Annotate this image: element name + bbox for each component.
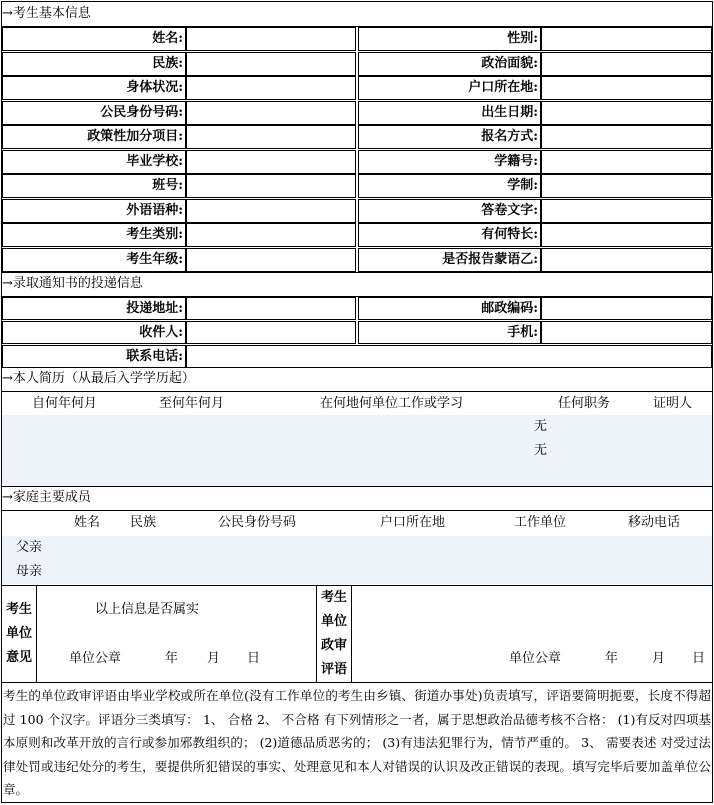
mobile-label: 手机: — [358, 321, 541, 344]
basic-right-label: 是否报告蒙语乙: — [358, 248, 541, 272]
resume-col-from: 自何年何月 — [32, 396, 98, 411]
postcode-label: 邮政编码: — [358, 297, 541, 320]
basic-left-label: 考生类别: — [2, 223, 186, 247]
basic-left-input[interactable] — [186, 223, 356, 247]
basic-right-label: 报名方式: — [358, 125, 541, 149]
basic-right-input[interactable] — [541, 27, 712, 51]
instructions-text: 考生的单位政审评语由毕业学校或所在单位(没有工作单位的考生由乡镇、街道办事处)负责填写，评语要简明扼要，长度不得超过 100 个汉字。评语分三类填写： 1、 合格 2、 不合格 有下列情形之一者，属于思想政治品德考核不合格： (1)有反对四项基本原则和改革开放的言行或参加邪教组织的； (2)道德品质恶劣的； (3)有违法犯罪行为，情节严重的。 3、 需要表述 对受过法律处罚或违纪处分的考生，要提供所犯错误的事实、处理意见和本人对错误的认识及改正错误的表现。填写完毕后要加盖单位公章。 — [3, 688, 711, 797]
family-header — [2, 511, 712, 536]
resume-col-position: 任何职务 — [558, 396, 611, 411]
right-month: 月 — [652, 651, 666, 666]
political-review-area[interactable] — [352, 586, 712, 682]
basic-left-input[interactable] — [186, 125, 356, 149]
basic-left-input[interactable] — [186, 27, 356, 51]
right-seal-label: 单位公章 — [509, 651, 562, 666]
resume-body[interactable] — [2, 415, 712, 486]
basic-left-input[interactable] — [186, 174, 356, 198]
unit-opinion-title-line: 意见 — [5, 650, 32, 665]
left-month: 月 — [207, 651, 221, 666]
mobile-input[interactable] — [541, 321, 712, 344]
right-year: 年 — [605, 651, 619, 666]
resume-row-position: 无 — [534, 443, 548, 458]
address-label: 投递地址: — [2, 297, 186, 320]
basic-left-input[interactable] — [186, 52, 356, 76]
basic-left-label: 政策性加分项目: — [2, 125, 186, 149]
basic-right-label: 有何特长: — [358, 223, 541, 247]
receiver-input[interactable] — [186, 321, 356, 344]
basic-right-label: 学制: — [358, 174, 541, 198]
resume-col-witness: 证明人 — [653, 396, 693, 411]
phone-input[interactable] — [186, 345, 712, 368]
basic-left-label: 外语语种: — [2, 199, 186, 223]
basic-right-input[interactable] — [541, 125, 712, 149]
left-day: 日 — [247, 651, 261, 666]
basic-left-label: 身体状况: — [2, 76, 186, 100]
basic-right-input[interactable] — [541, 174, 712, 198]
basic-left-label: 班号: — [2, 174, 186, 198]
resume-header — [2, 392, 712, 415]
family-col-name: 姓名 — [74, 515, 101, 530]
basic-left-input[interactable] — [186, 248, 356, 272]
family-body[interactable] — [2, 536, 712, 584]
divider — [2, 682, 712, 683]
unit-opinion-area[interactable] — [37, 586, 316, 682]
family-col-work: 工作单位 — [514, 515, 567, 530]
basic-left-input[interactable] — [186, 150, 356, 174]
political-review-title — [316, 586, 352, 682]
receiver-label: 收件人: — [2, 321, 186, 344]
family-col-ethnic: 民族 — [130, 515, 157, 530]
resume-row-position: 无 — [534, 419, 548, 434]
right-day: 日 — [692, 651, 706, 666]
basic-left-input[interactable] — [186, 101, 356, 125]
family-col-mobile: 移动电话 — [628, 515, 681, 530]
section-mail-title: →录取通知书的投递信息 — [2, 276, 143, 291]
basic-right-input[interactable] — [541, 52, 712, 76]
section-basic-title: →考生基本信息 — [2, 6, 91, 21]
basic-left-input[interactable] — [186, 199, 356, 223]
basic-right-input[interactable] — [541, 248, 712, 272]
basic-left-label: 考生年级: — [2, 248, 186, 272]
opinion-question: 以上信息是否属实 — [95, 602, 200, 617]
basic-left-label: 民族: — [2, 52, 186, 76]
basic-right-input[interactable] — [541, 223, 712, 247]
left-year: 年 — [165, 651, 179, 666]
basic-right-label: 户口所在地: — [358, 76, 541, 100]
unit-opinion-title-line: 考生 — [5, 602, 32, 617]
left-seal-label: 单位公章 — [69, 651, 122, 666]
basic-right-label: 答卷文字: — [358, 199, 541, 223]
phone-label: 联系电话: — [2, 345, 186, 368]
resume-col-place: 在何地何单位工作或学习 — [320, 396, 464, 411]
postcode-input[interactable] — [541, 297, 712, 320]
family-col-id: 公民身份号码 — [218, 515, 297, 530]
unit-opinion-title — [2, 586, 37, 682]
section-family-title: →家庭主要成员 — [2, 490, 91, 505]
basic-right-input[interactable] — [541, 199, 712, 223]
political-review-title-line: 考生 — [320, 590, 347, 605]
basic-right-input[interactable] — [541, 150, 712, 174]
section-resume-title: →本人简历（从最后入学学历起） — [2, 371, 195, 386]
basic-right-label: 性别: — [358, 27, 541, 51]
family-row-father: 父亲 — [16, 540, 43, 555]
basic-left-label: 毕业学校: — [2, 150, 186, 174]
unit-opinion-title-line: 单位 — [5, 626, 32, 641]
basic-right-input[interactable] — [541, 76, 712, 100]
political-review-title-line: 政审 — [320, 638, 347, 653]
basic-right-label: 出生日期: — [358, 101, 541, 125]
basic-right-input[interactable] — [541, 101, 712, 125]
basic-left-label: 姓名: — [2, 27, 186, 51]
basic-right-label: 政治面貌: — [358, 52, 541, 76]
family-col-hukou: 户口所在地 — [380, 515, 446, 530]
basic-left-input[interactable] — [186, 76, 356, 100]
address-input[interactable] — [186, 297, 356, 320]
basic-left-label: 公民身份号码: — [2, 101, 186, 125]
resume-col-to: 至何年何月 — [159, 396, 225, 411]
political-review-title-line: 评语 — [320, 662, 347, 677]
political-review-title-line: 单位 — [320, 614, 347, 629]
family-row-mother: 母亲 — [16, 564, 43, 579]
basic-right-label: 学籍号: — [358, 150, 541, 174]
